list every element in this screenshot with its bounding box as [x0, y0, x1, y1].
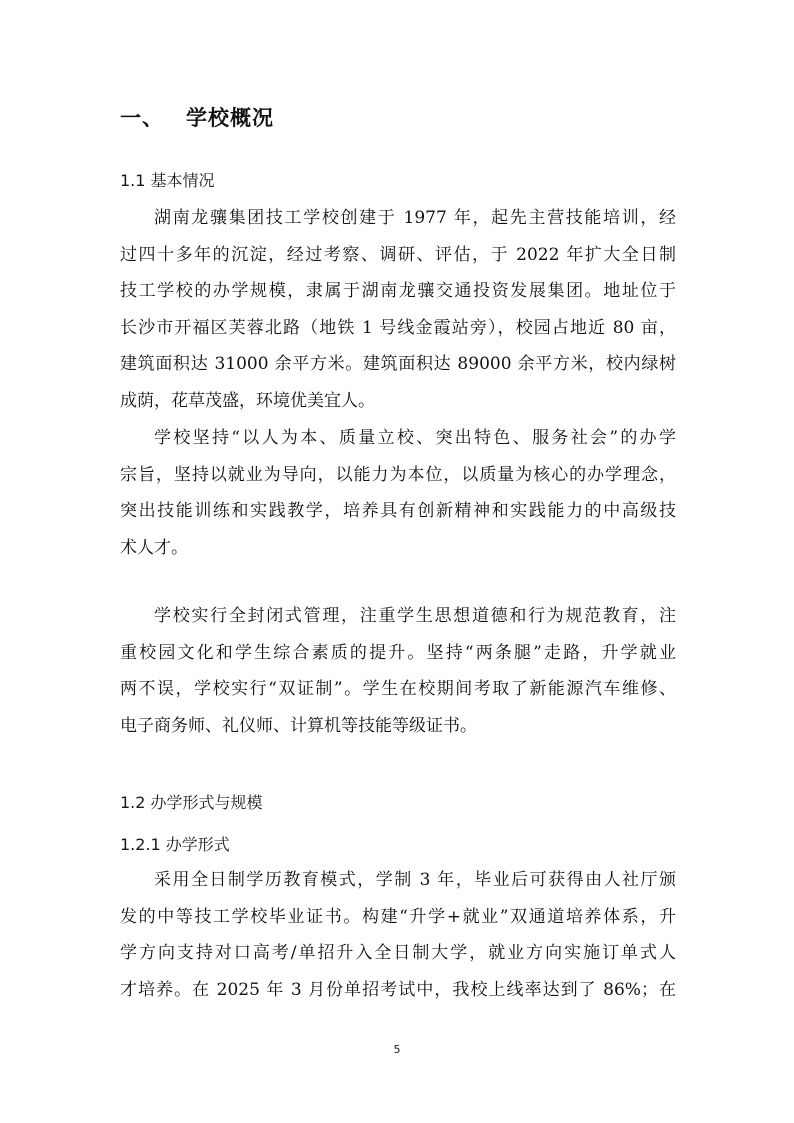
subsection-heading-1-2: 1.2 办学形式与规模 — [120, 793, 263, 812]
paragraph-line: 重校园文化和学生综合素质的提升。坚持“两条腿”走路，升学就业 — [120, 642, 676, 663]
paragraph-line: 学校实行全封闭式管理，注重学生思想道德和行为规范教育，注 — [154, 606, 676, 626]
section-title: 学校概况 — [186, 106, 274, 130]
paragraph-line: 两不误，学校实行“双证制”。学生在校期间考取了新能源汽车维修、 — [120, 679, 676, 700]
paragraph-line: 成荫，花草茂盛，环境优美宜人。 — [120, 390, 375, 411]
paragraph-line: 术人才。 — [120, 537, 188, 558]
subsection-heading-1-2-1: 1.2.1 办学形式 — [120, 835, 230, 854]
page-number: 5 — [393, 1043, 401, 1056]
paragraph-philosophy — [120, 420, 676, 566]
paragraph-education-mode — [120, 862, 676, 1008]
section-heading — [120, 102, 274, 132]
subsection-heading-1-1: 1.1 基本情况 — [120, 171, 215, 190]
section-number: 一、 — [120, 106, 164, 130]
paragraph-line: 突出技能训练和实践教学，培养具有创新精神和实践能力的中高级技 — [120, 501, 676, 522]
paragraph-line: 电子商务师、礼仪师、计算机等技能等级证书。 — [120, 715, 477, 736]
paragraph-line: 采用全日制学历教育模式，学制 3 年，毕业后可获得由人社厅颁 — [154, 870, 676, 890]
paragraph-line: 学校坚持“以人为本、质量立校、突出特色、服务社会”的办学 — [154, 428, 676, 448]
paragraph-line: 发的中等技工学校毕业证书。构建“升学+就业”双通道培养体系，升 — [120, 906, 676, 927]
paragraph-management — [120, 598, 676, 744]
paragraph-line: 学方向支持对口高考/单招升入全日制大学，就业方向实施订单式人 — [120, 943, 676, 964]
paragraph-line: 建筑面积达 31000 余平方米。建筑面积达 89000 余平方米，校内绿树 — [120, 354, 676, 375]
paragraph-line: 才培养。在 2025 年 3 月份单招考试中，我校上线率达到了 86%；在 — [120, 979, 676, 1000]
paragraph-line: 宗旨，坚持以就业为导向，以能力为本位，以质量为核心的办学理念， — [120, 464, 676, 485]
paragraph-line: 湖南龙骧集团技工学校创建于 1977 年，起先主营技能培训，经 — [154, 208, 676, 228]
paragraph-basic-info — [120, 200, 676, 420]
paragraph-line: 技工学校的办学规模，隶属于湖南龙骧交通投资发展集团。地址位于 — [120, 281, 676, 302]
paragraph-line: 过四十多年的沉淀，经过考察、调研、评估，于 2022 年扩大全日制 — [120, 244, 676, 265]
paragraph-line: 长沙市开福区芙蓉北路（地铁 1 号线金霞站旁），校园占地近 80 亩， — [120, 317, 676, 338]
